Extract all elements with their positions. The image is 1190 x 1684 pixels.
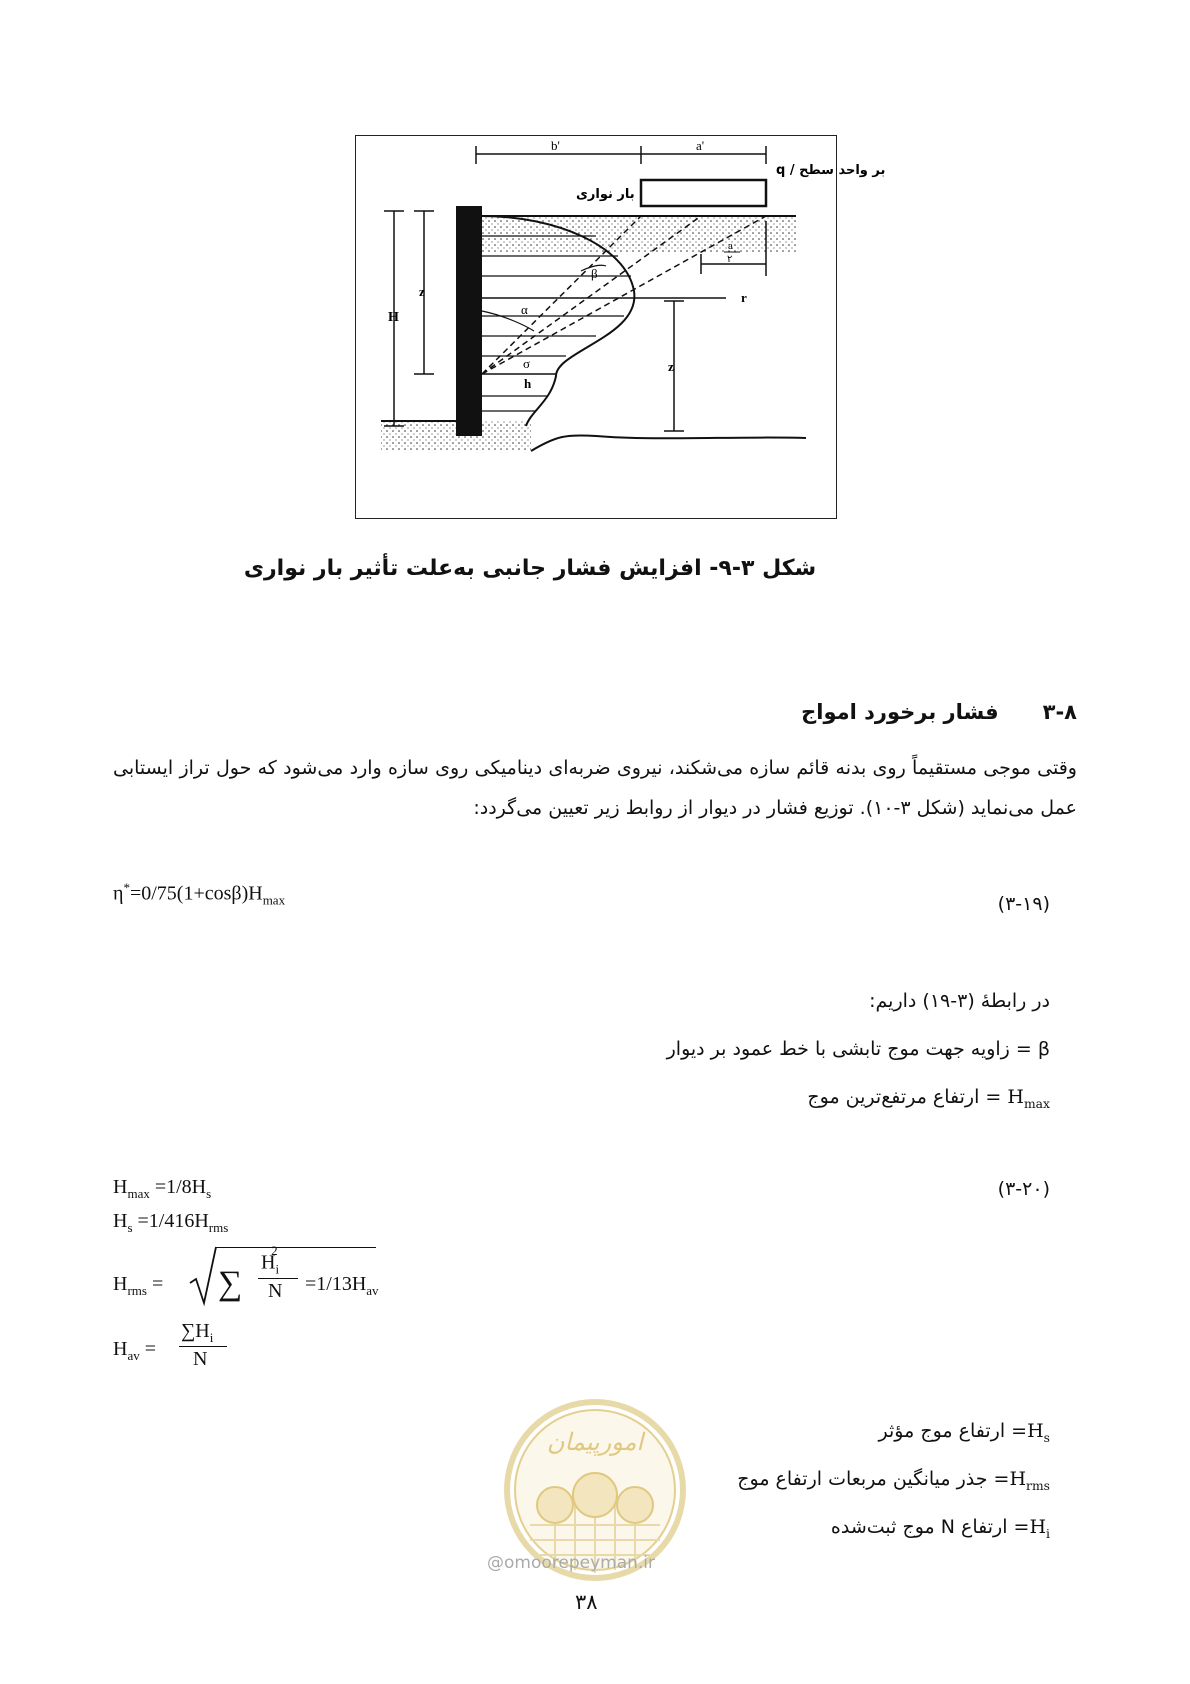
retaining-wall — [456, 206, 482, 436]
eq19-rhs: =0/75(1+cosβ)H — [129, 882, 263, 905]
hrms-definition: $H_{rms}=$ جذر میانگین مربعات ارتفاع موج — [737, 1468, 1050, 1493]
eq20-definitions — [737, 1420, 1050, 1564]
figure-strip-load-diagram — [355, 135, 886, 519]
q-label: بر واحد سطح / q — [776, 163, 886, 178]
eq20-line2: $H_s =1/416H_{rms}$ — [113, 1210, 229, 1235]
z-left-label: z — [419, 284, 425, 299]
beta-label: β — [591, 266, 598, 281]
sigma-label: σ — [523, 356, 531, 371]
b-prime-label: b' — [551, 138, 560, 153]
eq19-intro: در رابطهٔ (۳-۱۹) داریم: — [869, 990, 1050, 1012]
eq19-definitions — [667, 990, 1050, 1134]
watermark-logo-text: امورپیمان — [546, 1428, 644, 1456]
a-frac-num: a — [728, 240, 733, 252]
z-right-label: z — [668, 359, 674, 374]
pressure-hatch-lines — [482, 236, 631, 411]
eq20-line1: $H_{max} =1/8H_s$ — [113, 1176, 212, 1201]
beta-definition: β = زاویه جهت موج تابشی با خط عمود بر دیوار — [666, 1038, 1050, 1060]
body-paragraph: وقتی موجی مستقیماً روی بدنه قائم سازه می‌شکند، نیروی ضربه‌ای دینامیکی روی سازه وارد می‌شود که حول تراز ایستابی عمل می‌نماید (شکل ۳-۱۰). توزیع فشار در دیوار از روابط زیر تعیین می‌گردد: — [113, 757, 1077, 819]
section-number: ۳-۸ — [1042, 700, 1077, 724]
eq19-eta: η — [113, 882, 124, 905]
hi-definition: $H_i=$ ارتفاع N موج ثبت‌شده — [830, 1516, 1050, 1541]
h-label: h — [524, 376, 532, 391]
a-frac-den: ۲ — [727, 254, 733, 265]
strip-load-block — [641, 180, 766, 206]
equation-20-number: (۳-۲۰) — [997, 1178, 1050, 1200]
alpha-label: α — [521, 302, 528, 317]
section-heading — [801, 700, 1077, 724]
r-label: r — [741, 290, 747, 305]
hmax-definition: $H_{max}$ = ارتفاع مرتفع‌ترین موج — [807, 1086, 1050, 1111]
watermark-site: @omoorepeyman.ir — [487, 1553, 656, 1573]
strip-load-label: بار نواری — [576, 187, 635, 202]
soil-stipple-top — [466, 216, 796, 252]
section-title: فشار برخورد امواج — [801, 700, 999, 724]
a-prime-label: a' — [696, 138, 705, 153]
page-number: ۳۸ — [575, 1590, 598, 1614]
equation-19-number: (۳-۱۹) — [997, 893, 1050, 915]
H-label: H — [388, 310, 399, 325]
sqrt-sign — [188, 1245, 218, 1307]
figure-caption: شکل ۳-۹- افزایش فشار جانبی به‌علت تأثیر بار نواری — [243, 556, 817, 581]
sum-symbol: ∑ — [218, 1265, 243, 1302]
equation-19: $\eta^*=0/75(1+\cos\beta)H_{max}$ — [113, 880, 286, 908]
seabed-curve — [531, 435, 806, 451]
hs-definition: $H_s=$ ارتفاع موج مؤثر — [878, 1420, 1050, 1445]
strip-load-diagram — [356, 136, 886, 518]
